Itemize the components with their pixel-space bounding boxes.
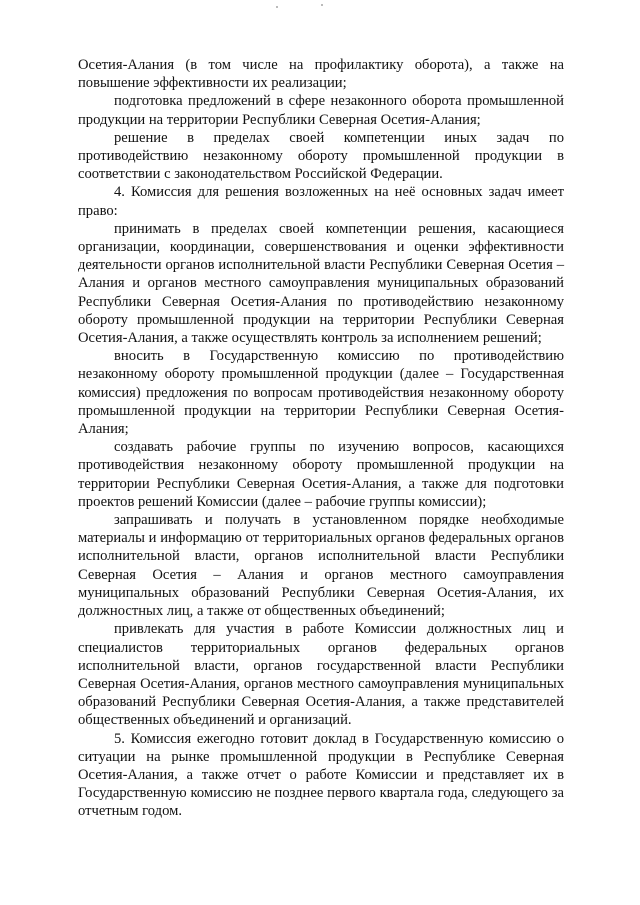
paragraph-right-working-groups: создавать рабочие группы по изучению вопросов, касающихся противодействия незаконному обороту промышленной продукции на территории Республики Северная Осетия-Алания, а также для подготовки проектов решений Комиссии (далее – рабочие группы комиссии); xyxy=(78,439,564,510)
paragraph-right-involve-officials: привлекать для участия в работе Комиссии должностных лиц и специалистов территориальных органов федеральных органов исполнительной власти, органов государственной власти Республики Северная Осетия-Алания, органов местного самоуправления муниципальных образований Республики Северная Осетия-Алания, а также представителей общественных объединений и организаций. xyxy=(78,621,564,729)
paragraph-right-decisions: принимать в пределах своей компетенции решения, касающиеся организации, координации, совершенствования и оценки эффективности деятельности органов исполнительной власти Республики Северная Осетия – Алания и органов местного самоуправления муниципальных образований Республики Северная Осетия-Алания по противодействию незаконному обороту промышленной продукции на территории Республики Северная Осетия-Алания, а также осуществлять контроль за исполнением решений; xyxy=(78,220,564,347)
paragraph-funding-continuation: Осетия-Алания (в том числе на профилактику оборота), а также на повышение эффективности их реализации; xyxy=(78,57,564,92)
scan-mark xyxy=(276,6,278,8)
paragraph-right-submit-proposals: вносить в Государственную комиссию по противодействию незаконному обороту промышленной продукции (далее – Государственная комиссия) предложения по вопросам противодействия незаконному обороту промышленной продукции на территории Республики Северная Осетия-Алания; xyxy=(78,348,564,438)
paragraph-proposals: подготовка предложений в сфере незаконного оборота промышленной продукции на территории Республики Северная Осетия-Алания; xyxy=(78,93,564,128)
paragraph-other-tasks: решение в пределах своей компетенции иных задач по противодействию незаконному обороту промышленной продукции в соответствии с законодательством Российской Федерации. xyxy=(78,129,564,183)
paragraph-section-5-report: 5. Комиссия ежегодно готовит доклад в Государственную комиссию о ситуации на рынке промышленной продукции в Республике Северная Осетия-Алания, а также отчет о работе Комиссии и представляет их в Государственную комиссию не позднее первого квартала года, следующего за отчетным годом. xyxy=(78,730,564,820)
paragraph-right-request-materials: запрашивать и получать в установленном порядке необходимые материалы и информацию от территориальных органов федеральных органов исполнительной власти, органов исполнительной власти Республики Северная Осетия – Алания и органов местного самоуправления муниципальных образований Республики Северная Осетия-Алания, их должностных лиц, а также от общественных объединений; xyxy=(78,512,564,620)
scan-mark xyxy=(321,4,323,6)
document-body xyxy=(78,56,564,821)
paragraph-section-4-rights: 4. Комиссия для решения возложенных на неё основных задач имеет право: xyxy=(78,184,564,219)
